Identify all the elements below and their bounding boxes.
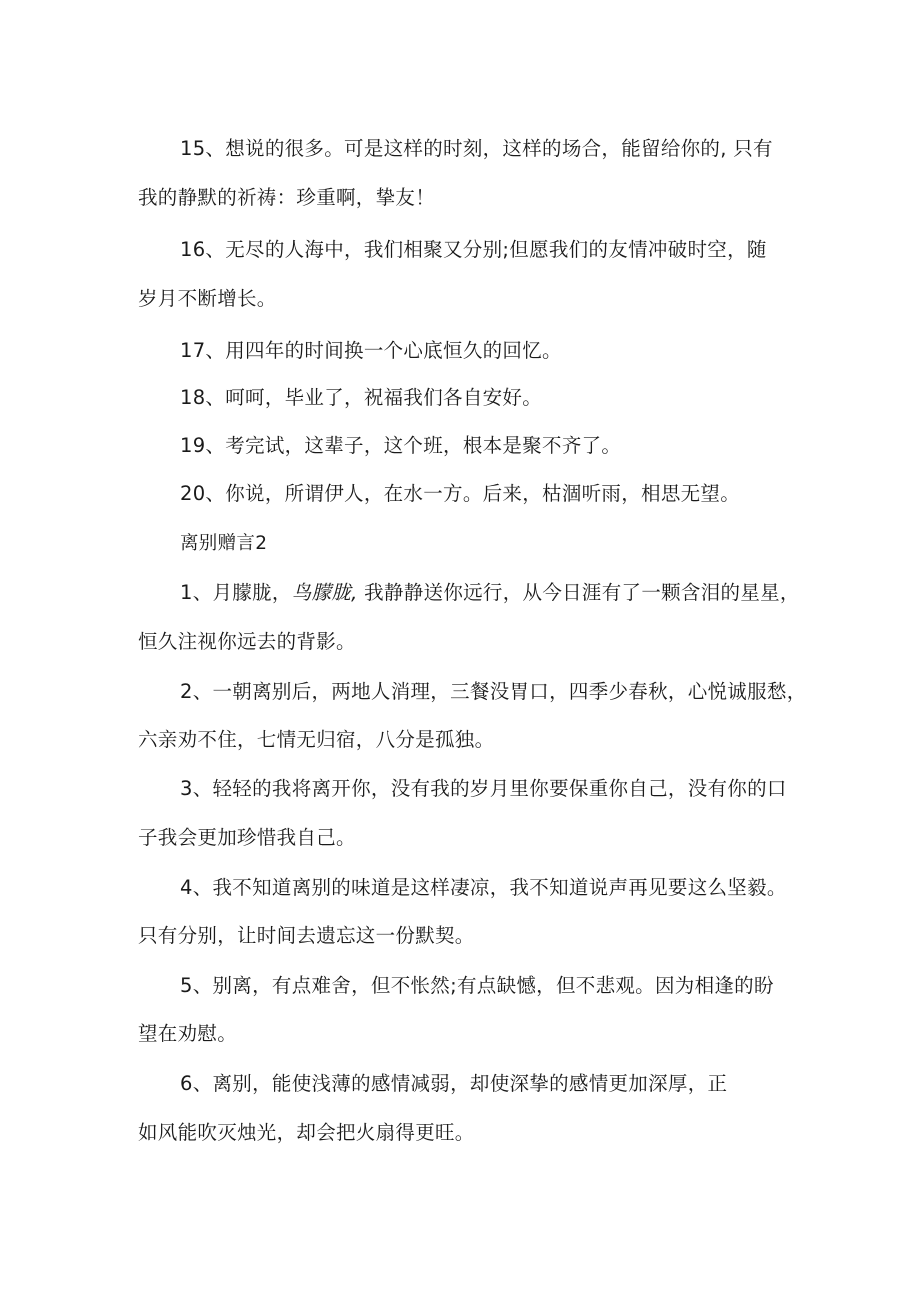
paragraph-15-line-2: 我的静默的祈祷：珍重啊，挚友！ [138,186,436,209]
paragraph-18: 18、呵呵，毕业了，祝福我们各自安好。 [180,386,543,409]
section-item-5-line-2: 望在劝慰。 [138,1022,238,1045]
paragraph-20: 20、你说，所谓伊人，在水一方。后来，枯涸听雨，相思无望。 [180,482,741,505]
section-item-6-line-2: 如风能吹灭烛光，却会把火扇得更旺。 [138,1121,475,1144]
paragraph-16-line-1: 16、无尽的人海中，我们相聚又分别;但愿我们的友情冲破时空，随 [180,238,767,261]
section-item-4-line-2: 只有分别，让时间去遗忘这一份默契。 [138,924,475,947]
section-item-4-line-1: 4、我不知道离别的味道是这样凄凉，我不知道说声再见要这么坚毅。 [180,876,787,899]
section-item-1-text-b: 我静静送你远行，从今日涯有了一颗含泪的星星， [357,581,800,604]
section-item-6-line-1: 6、离别，能使浅薄的感情减弱，却使深挚的感情更加深厚，正 [180,1072,728,1095]
paragraph-15-line-1: 15、想说的很多。可是这样的时刻，这样的场合，能留给你的, 只有 [180,137,773,160]
paragraph-17: 17、用四年的时间换一个心底恒久的回忆。 [180,339,562,362]
paragraph-19: 19、考完试，这辈子，这个班，根本是聚不齐了。 [180,434,622,457]
paragraph-16-line-2: 岁月不断增长。 [138,287,277,310]
section-item-1-line-1 [180,581,800,605]
section-item-2-line-1: 2、一朝离别后，两地人消理，三餐没胃口，四季少春秋，心悦诚服愁， [180,680,807,703]
section-item-5-line-1: 5、别离，有点难舍，但不怅然;有点缺憾，但不悲观。因为相逢的盼 [180,974,774,997]
section-heading: 离别赠言2 [180,533,268,554]
section-item-3-line-1: 3、轻轻的我将离开你，没有我的岁月里你要保重你自己，没有你的口 [180,777,787,800]
section-item-1-text-a: 1、月朦胧， [180,581,292,604]
section-item-2-line-2: 六亲劝不住，七情无归宿，八分是孤独。 [138,728,495,751]
section-item-3-line-2: 子我会更加珍惜我自己。 [138,826,356,849]
section-item-1-italic-text: 鸟朦胧, [291,581,358,604]
section-item-1-line-2: 恒久注视你远去的背影。 [138,630,356,653]
